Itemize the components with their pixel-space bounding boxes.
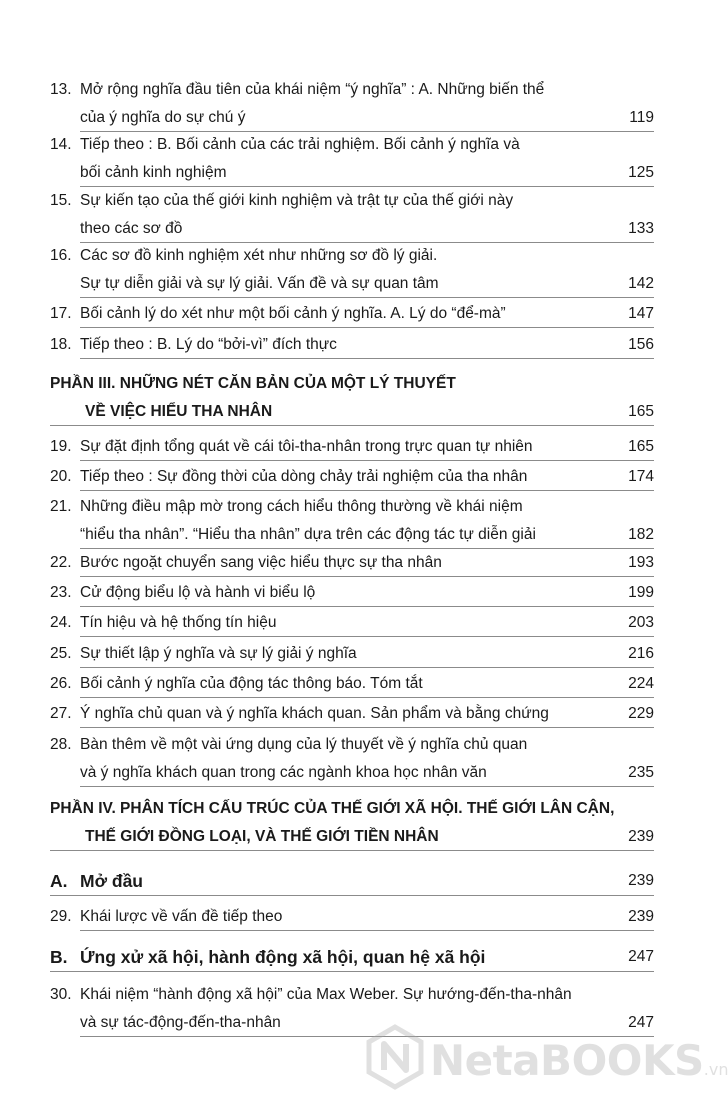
page-number: 224 — [628, 675, 654, 692]
page-number: 156 — [628, 336, 654, 353]
leader-line — [80, 358, 654, 359]
entry-title-line: và sự tác-động-đến-tha-nhân — [80, 1014, 281, 1031]
part-title-line: PHẦN IV. PHÂN TÍCH CẤU TRÚC CỦA THẾ GIỚI XÃ HỘI. THẾ GIỚI LÂN CẬN, — [50, 800, 615, 817]
neta-n-hexagon-icon — [366, 1024, 424, 1090]
entry-number: 23. — [50, 584, 72, 601]
toc-section-heading[interactable] — [50, 942, 654, 972]
section-label: A. — [50, 871, 68, 891]
page-number: 239 — [628, 908, 654, 925]
leader-line — [80, 727, 654, 728]
entry-title-line: Tiếp theo : B. Bối cảnh của các trải nghiệm. Bối cảnh ý nghĩa và — [80, 136, 520, 153]
section-title: Ứng xử xã hội, hành động xã hội, quan hệ xã hội — [80, 947, 486, 967]
leader-line — [80, 930, 654, 931]
entry-number: 15. — [50, 192, 72, 209]
leader-line — [80, 490, 654, 491]
toc-entry[interactable] — [50, 493, 654, 549]
leader-line — [80, 697, 654, 698]
toc-entry[interactable] — [50, 609, 654, 637]
entry-number: 27. — [50, 705, 72, 722]
entry-title-line: Sự tự diễn giải và sự lý giải. Vấn đề và sự quan tâm — [80, 275, 439, 292]
page-number: 147 — [628, 305, 654, 322]
entry-title-line: Bàn thêm về một vài ứng dụng của lý thuyết về ý nghĩa chủ quan — [80, 736, 528, 753]
page-number: 182 — [628, 526, 654, 543]
section-title: Mở đầu — [80, 871, 143, 891]
watermark-text: NetaBOOKS.vn — [430, 1036, 728, 1085]
toc-entry[interactable] — [50, 579, 654, 607]
entry-title-line: Sự kiến tạo của thế giới kinh nghiệm và trật tự của thế giới này — [80, 192, 514, 209]
toc-entry[interactable] — [50, 242, 654, 298]
leader-line — [50, 895, 654, 896]
page-number: 193 — [628, 554, 654, 571]
leader-line — [50, 425, 654, 426]
entry-number: 16. — [50, 247, 72, 264]
entry-title-line: Tín hiệu và hệ thống tín hiệu — [80, 614, 277, 631]
page-number: 239 — [628, 828, 654, 845]
toc-part-heading[interactable] — [50, 370, 654, 426]
entry-title-line: Ý nghĩa chủ quan và ý nghĩa khách quan. Sản phẩm và bằng chứng — [80, 705, 549, 722]
toc-part-heading[interactable] — [50, 795, 654, 851]
entry-title-line: Bối cảnh lý do xét như một bối cảnh ý nghĩa. A. Lý do “để-mà” — [80, 305, 506, 322]
part-title-line: THẾ GIỚI ĐỒNG LOẠI, VÀ THẾ GIỚI TIỀN NHÂN — [85, 828, 439, 845]
page-number: 239 — [628, 872, 654, 889]
page-number: 165 — [628, 403, 654, 420]
entry-number: 28. — [50, 736, 72, 753]
section-label: B. — [50, 947, 68, 967]
entry-title-line: Các sơ đồ kinh nghiệm xét như những sơ đồ lý giải. — [80, 247, 438, 264]
entry-number: 17. — [50, 305, 72, 322]
entry-title-line: và ý nghĩa khách quan trong các ngành khoa học nhân văn — [80, 764, 487, 781]
leader-line — [80, 576, 654, 577]
leader-line — [80, 636, 654, 637]
toc-entry[interactable] — [50, 131, 654, 187]
entry-title-line: Sự thiết lập ý nghĩa và sự lý giải ý nghĩa — [80, 645, 357, 662]
leader-line — [80, 297, 654, 298]
page-number: 125 — [628, 164, 654, 181]
entry-title-line: Bước ngoặt chuyển sang việc hiểu thực sự tha nhân — [80, 554, 442, 571]
toc-entry[interactable] — [50, 187, 654, 243]
page-number: 235 — [628, 764, 654, 781]
entry-number: 13. — [50, 81, 72, 98]
entry-number: 21. — [50, 498, 72, 515]
entry-title-line: Tiếp theo : B. Lý do “bởi-vì” đích thực — [80, 336, 337, 353]
toc-entry[interactable] — [50, 640, 654, 668]
entry-title-line: Khái niệm “hành động xã hội” của Max Weber. Sự hướng-đến-tha-nhân — [80, 986, 572, 1003]
part-title-line: PHẦN III. NHỮNG NÉT CĂN BẢN CỦA MỘT LÝ THUYẾT — [50, 375, 456, 392]
leader-line — [80, 606, 654, 607]
page-number: 199 — [628, 584, 654, 601]
leader-line — [50, 850, 654, 851]
page-number: 216 — [628, 645, 654, 662]
entry-title-line: theo các sơ đồ — [80, 220, 183, 237]
toc-entry[interactable] — [50, 76, 654, 132]
page-number: 247 — [628, 948, 654, 965]
entry-title-line: Những điều mập mờ trong cách hiểu thông thường về khái niệm — [80, 498, 523, 515]
entry-number: 26. — [50, 675, 72, 692]
toc-entry[interactable] — [50, 731, 654, 787]
entry-title-line: Sự đặt định tổng quát về cái tôi-tha-nhân trong trực quan tự nhiên — [80, 438, 533, 455]
entry-title-line: của ý nghĩa do sự chú ý — [80, 109, 246, 126]
page-number: 142 — [628, 275, 654, 292]
page-number: 165 — [628, 438, 654, 455]
page-number: 133 — [628, 220, 654, 237]
toc-entry[interactable] — [50, 463, 654, 491]
toc-entry[interactable] — [50, 433, 654, 461]
page-number: 119 — [629, 109, 654, 126]
entry-title-line: bối cảnh kinh nghiệm — [80, 164, 227, 181]
toc-section-heading[interactable] — [50, 866, 654, 896]
entry-title-line: Tiếp theo : Sự đồng thời của dòng chảy trải nghiệm của tha nhân — [80, 468, 528, 485]
toc-entry[interactable] — [50, 300, 654, 328]
part-title-line: VỀ VIỆC HIỂU THA NHÂN — [85, 403, 273, 420]
leader-line — [50, 971, 654, 972]
page-number: 247 — [628, 1014, 654, 1031]
leader-line — [80, 327, 654, 328]
entry-number: 14. — [50, 136, 72, 153]
toc-entry[interactable] — [50, 331, 654, 359]
page-number: 229 — [628, 705, 654, 722]
entry-number: 22. — [50, 554, 72, 571]
toc-entry[interactable] — [50, 903, 654, 931]
toc-entry[interactable] — [50, 670, 654, 698]
page-number: 174 — [628, 468, 654, 485]
entry-number: 29. — [50, 908, 72, 925]
entry-title-line: Cử động biểu lộ và hành vi biểu lộ — [80, 584, 316, 601]
page-number: 203 — [628, 614, 654, 631]
leader-line — [80, 786, 654, 787]
toc-entry[interactable] — [50, 549, 654, 577]
leader-line — [80, 460, 654, 461]
entry-title-line: Bối cảnh ý nghĩa của động tác thông báo. Tóm tắt — [80, 675, 423, 692]
entry-title-line: Mở rộng nghĩa đầu tiên của khái niệm “ý nghĩa” : A. Những biến thể — [80, 81, 545, 98]
entry-number: 30. — [50, 986, 72, 1003]
leader-line — [80, 667, 654, 668]
entry-number: 19. — [50, 438, 72, 455]
entry-number: 20. — [50, 468, 72, 485]
entry-number: 24. — [50, 614, 72, 631]
entry-number: 25. — [50, 645, 72, 662]
netabooks-watermark — [366, 1024, 728, 1100]
entry-title-line: Khái lược về vấn đề tiếp theo — [80, 908, 283, 925]
entry-number: 18. — [50, 336, 72, 353]
entry-title-line: “hiểu tha nhân”. “Hiểu tha nhân” dựa trên các động tác tự diễn giải — [80, 526, 536, 543]
toc-entry[interactable] — [50, 700, 654, 728]
